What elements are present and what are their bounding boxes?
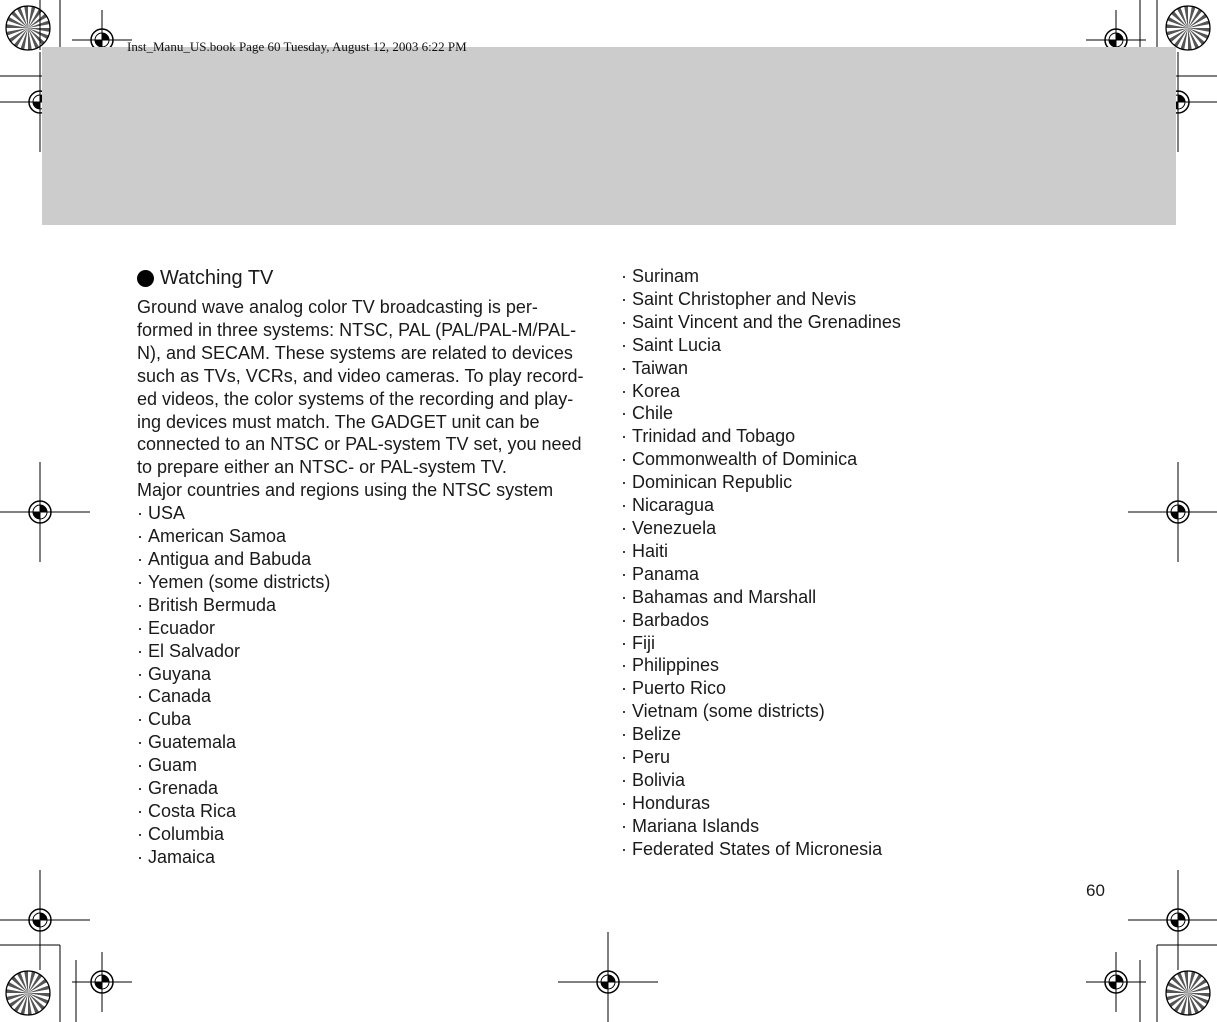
list-item: · Taiwan bbox=[621, 357, 1091, 380]
book-file-info: Inst_Manu_US.book Page 60 Tuesday, August 12, 2003 6:22 PM bbox=[127, 39, 467, 54]
list-item: · Vietnam (some districts) bbox=[621, 700, 1091, 723]
list-item: · Puerto Rico bbox=[621, 677, 1091, 700]
list-item: · British Bermuda bbox=[137, 594, 607, 617]
body-text bbox=[137, 296, 607, 502]
left-column bbox=[137, 265, 607, 869]
list-item: · Guatemala bbox=[137, 731, 607, 754]
list-item: · Federated States of Micronesia bbox=[621, 838, 1091, 861]
list-item: · Saint Christopher and Nevis bbox=[621, 288, 1091, 311]
list-item: · Guam bbox=[137, 754, 607, 777]
list-item: · American Samoa bbox=[137, 525, 607, 548]
body-line: ing devices must match. The GADGET unit can be bbox=[137, 411, 540, 432]
registration-mark-icon bbox=[72, 952, 132, 1012]
list-item: · Commonwealth of Dominica bbox=[621, 448, 1091, 471]
list-item: · Ecuador bbox=[137, 617, 607, 640]
list-item: · Costa Rica bbox=[137, 800, 607, 823]
body-line: Ground wave analog color TV broadcasting is per- bbox=[137, 297, 538, 317]
registration-mark-icon bbox=[0, 462, 90, 562]
section-heading bbox=[137, 265, 607, 291]
header-band bbox=[42, 47, 1176, 225]
list-item: · Surinam bbox=[621, 265, 1091, 288]
section-title: Watching TV bbox=[160, 267, 274, 289]
list-item: · Venezuela bbox=[621, 517, 1091, 540]
body-line: Major countries and regions using the NTSC system bbox=[137, 480, 554, 501]
list-item: · Haiti bbox=[621, 540, 1091, 563]
list-item: · Antigua and Babuda bbox=[137, 548, 607, 571]
list-item: · El Salvador bbox=[137, 640, 607, 663]
body-line: ed videos, the color systems of the recording and play- bbox=[137, 388, 574, 409]
registration-mark-icon bbox=[1128, 870, 1217, 970]
list-item: · Philippines bbox=[621, 654, 1091, 677]
body-line: to prepare either an NTSC- or PAL-system TV. bbox=[137, 457, 507, 478]
list-item: · Saint Vincent and the Grenadines bbox=[621, 311, 1091, 334]
list-item: · Dominican Republic bbox=[621, 471, 1091, 494]
list-item: · Grenada bbox=[137, 777, 607, 800]
country-list-left bbox=[137, 502, 607, 869]
list-item: · Honduras bbox=[621, 792, 1091, 815]
list-item: · Columbia bbox=[137, 823, 607, 846]
list-item: · Korea bbox=[621, 380, 1091, 403]
list-item: · Mariana Islands bbox=[621, 815, 1091, 838]
color-star-target-icon bbox=[6, 971, 50, 1015]
color-star-target-icon bbox=[6, 6, 50, 50]
list-item: · Guyana bbox=[137, 663, 607, 686]
color-star-target-icon bbox=[1166, 6, 1210, 50]
registration-mark-icon bbox=[0, 870, 90, 970]
body-line: connected to an NTSC or PAL-system TV set, you need bbox=[137, 434, 582, 455]
list-item: · Bahamas and Marshall bbox=[621, 586, 1091, 609]
list-item: · Jamaica bbox=[137, 846, 607, 869]
list-item: · Panama bbox=[621, 563, 1091, 586]
body-line: such as TVs, VCRs, and video cameras. To play record- bbox=[137, 365, 584, 386]
registration-mark-icon bbox=[558, 932, 658, 1022]
list-item: · Chile bbox=[621, 402, 1091, 425]
right-column bbox=[621, 265, 1091, 861]
list-item: · Cuba bbox=[137, 708, 607, 731]
color-star-target-icon bbox=[1166, 971, 1210, 1015]
page-number: 60 bbox=[1086, 881, 1105, 900]
list-item: · USA bbox=[137, 502, 607, 525]
registration-mark-icon bbox=[1086, 952, 1146, 1012]
list-item: · Yemen (some districts) bbox=[137, 571, 607, 594]
list-item: · Peru bbox=[621, 746, 1091, 769]
list-item: · Saint Lucia bbox=[621, 334, 1091, 357]
list-item: · Trinidad and Tobago bbox=[621, 425, 1091, 448]
list-item: · Fiji bbox=[621, 632, 1091, 655]
bullet-icon bbox=[137, 270, 154, 287]
body-line: formed in three systems: NTSC, PAL (PAL/PAL-M/PAL- bbox=[137, 319, 577, 340]
country-list-right bbox=[621, 265, 1091, 861]
list-item: · Barbados bbox=[621, 609, 1091, 632]
list-item: · Bolivia bbox=[621, 769, 1091, 792]
list-item: · Nicaragua bbox=[621, 494, 1091, 517]
list-item: · Belize bbox=[621, 723, 1091, 746]
body-line: N), and SECAM. These systems are related to devices bbox=[137, 342, 573, 363]
list-item: · Canada bbox=[137, 685, 607, 708]
registration-mark-icon bbox=[1128, 462, 1217, 562]
